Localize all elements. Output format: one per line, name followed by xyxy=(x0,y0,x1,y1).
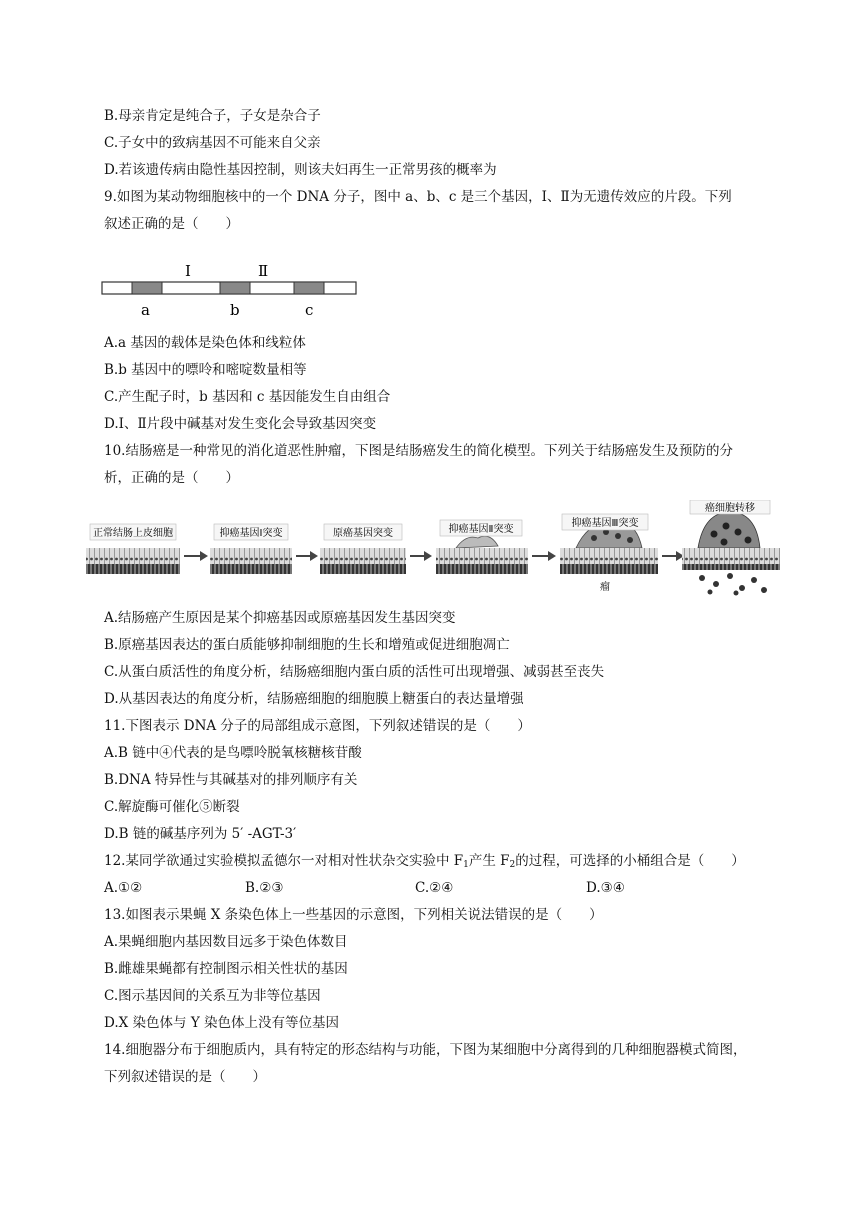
stage-label-1: 正常结肠上皮细胞 xyxy=(93,528,173,539)
stage-label-4: 抑癌基因Ⅱ突变 xyxy=(448,524,514,535)
q11-option-d: D.B 链的碱基序列为 5′ -AGT-3′ xyxy=(104,826,297,842)
stage-oncogene-mutation xyxy=(320,524,406,574)
q10-stem-line2: 析，正确的是（ ） xyxy=(104,470,239,486)
arrow-5 xyxy=(662,551,684,561)
gene-c-label: c xyxy=(305,301,314,319)
gene-a-label: a xyxy=(141,301,150,319)
stage-sublabel: 瘤 xyxy=(600,582,610,593)
q10-stem-line1: 10.结肠癌是一种常见的消化道恶性肿瘤，下图是结肠癌发生的简化模型。下列关于结肠癌发生及预防的分 xyxy=(104,443,733,459)
q13-stem: 13.如图表示果蝇 X 条染色体上一些基因的示意图，下列相关说法错误的是（ ） xyxy=(104,907,603,923)
q14-stem-line1: 14.细胞器分布于细胞质内，具有特定的形态结构与功能，下图为某细胞中分离得到的几种细胞器模式简图， xyxy=(104,1042,747,1058)
stage-label-2: 抑癌基因Ⅰ突变 xyxy=(219,528,283,539)
q13-option-c: C.图示基因间的关系互为非等位基因 xyxy=(104,988,321,1004)
q8-option-b: B.母亲肯定是纯合子，子女是杂合子 xyxy=(104,108,321,124)
q12-option-c: C.②④ xyxy=(415,880,454,896)
q9-option-d: D.Ⅰ、Ⅱ片段中碱基对发生变化会导致基因突变 xyxy=(104,416,377,432)
q12-stem: 12.某同学欲通过实验模拟孟德尔一对相对性状杂交实验中 $F_1$产生 $F_2$的过程，可选择的小桶组合是（ ） xyxy=(104,853,745,870)
arrow-1 xyxy=(184,551,208,561)
q10-option-c: C.从蛋白质活性的角度分析，结肠癌细胞内蛋白质的活性可出现增强、减弱甚至丧失 xyxy=(104,664,605,680)
stage-normal-epithelium xyxy=(86,524,180,574)
arrow-3 xyxy=(410,551,432,561)
q11-option-a: A.B 链中④代表的是鸟嘌呤脱氧核糖核苷酸 xyxy=(104,745,362,761)
segment-label-II: Ⅱ xyxy=(258,262,269,280)
q12-option-d: D.③④ xyxy=(586,880,625,896)
q9-option-b: B.b 基因中的嘌呤和嘧啶数量相等 xyxy=(104,362,307,378)
stage-suppressor-II-mutation xyxy=(436,520,528,574)
q8-option-c: C.子女中的致病基因不可能来自父亲 xyxy=(104,135,321,151)
colon-cancer-model-diagram xyxy=(84,500,784,596)
stage-label-5: 抑癌基因Ⅲ突变 xyxy=(571,518,639,529)
q11-option-b: B.DNA 特异性与其碱基对的排列顺序有关 xyxy=(104,772,358,788)
stage-label-6: 癌细胞转移 xyxy=(705,503,755,514)
q9-stem-line1: 9.如图为某动物细胞核中的一个 DNA 分子，图中 a、b、c 是三个基因，Ⅰ、Ⅱ为无遗传效应的片段。下列 xyxy=(104,189,732,205)
q13-option-d: D.X 染色体与 Y 染色体上没有等位基因 xyxy=(104,1015,340,1031)
gene-b-block xyxy=(220,282,250,294)
q10-option-b: B.原癌基因表达的蛋白质能够抑制细胞的生长和增殖或促进细胞凋亡 xyxy=(104,637,510,653)
q9-stem-line2: 叙述正确的是（ ） xyxy=(104,216,239,232)
q9-option-c: C.产生配子时，b 基因和 c 基因能发生自由组合 xyxy=(104,389,391,405)
q14-stem-line2: 下列叙述错误的是（ ） xyxy=(104,1069,266,1085)
stage-metastasis xyxy=(682,500,780,596)
q12-option-b: B.②③ xyxy=(245,880,284,896)
arrow-2 xyxy=(296,551,318,561)
q12-option-a: A.①② xyxy=(104,880,143,896)
gene-b-label: b xyxy=(230,301,240,319)
segment-label-I: Ⅰ xyxy=(185,262,191,280)
q11-option-c: C.解旋酶可催化⑤断裂 xyxy=(104,799,240,815)
q8-option-d: D.若该遗传病由隐性基因控制，则该夫妇再生一正常男孩的概率为 xyxy=(104,162,497,178)
stage-label-3: 原癌基因突变 xyxy=(333,528,393,539)
gene-c-block xyxy=(294,282,324,294)
arrow-4 xyxy=(532,551,556,561)
q9-option-a: A.a 基因的载体是染色体和线粒体 xyxy=(104,335,306,351)
stage-suppressor-I-mutation xyxy=(210,524,292,574)
q13-option-a: A.果蝇细胞内基因数目远多于染色体数目 xyxy=(104,934,348,950)
dna-gene-diagram xyxy=(100,256,360,322)
q10-option-a: A.结肠癌产生原因是某个抑癌基因或原癌基因发生基因突变 xyxy=(104,610,456,626)
q10-option-d: D.从基因表达的角度分析，结肠癌细胞的细胞膜上糖蛋白的表达量增强 xyxy=(104,691,524,707)
stage-suppressor-III-mutation xyxy=(560,514,658,593)
gene-a-block xyxy=(132,282,162,294)
q11-stem: 11.下图表示 DNA 分子的局部组成示意图，下列叙述错误的是（ ） xyxy=(104,718,531,734)
q13-option-b: B.雌雄果蝇都有控制图示相关性状的基因 xyxy=(104,961,348,977)
